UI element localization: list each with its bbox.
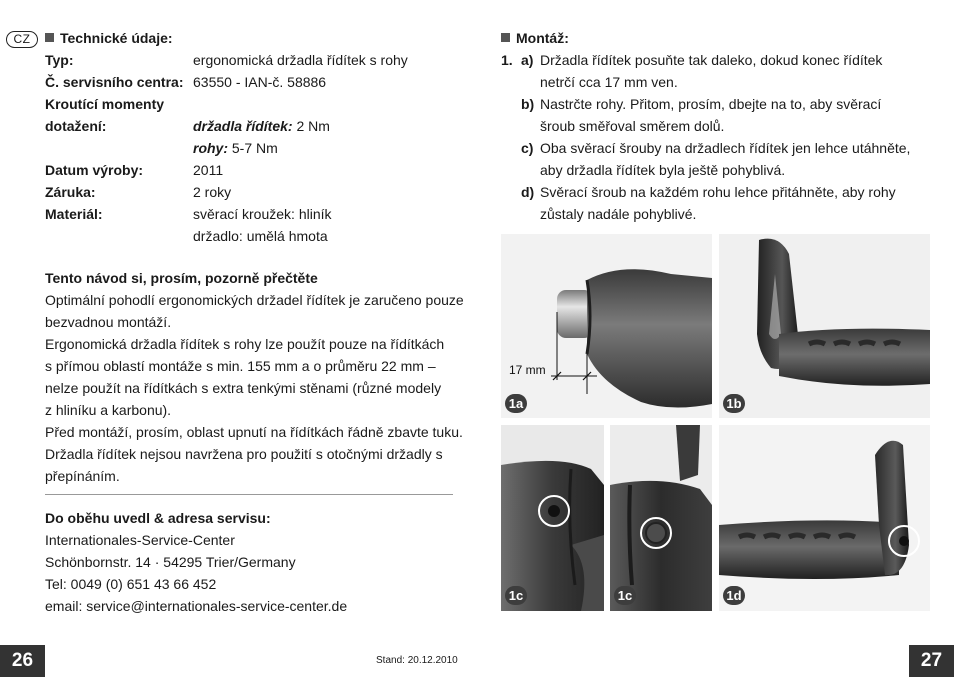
dimension-label: 17 mm	[509, 363, 546, 377]
spec-label: Datum výroby:	[45, 162, 144, 178]
step-letter: c)	[521, 140, 534, 156]
spec-label: dotažení:	[45, 118, 107, 134]
step-letter: a)	[521, 52, 534, 68]
square-bullet-icon	[45, 33, 54, 42]
spec-value: držadla řídítek: 2 Nm	[193, 118, 330, 134]
step-line: šroub směřoval směrem dolů.	[540, 118, 725, 134]
spec-value: ergonomická držadla řídítek s rohy	[193, 52, 408, 68]
read-line: Optimální pohodlí ergonomických držadel řídítek je zaručeno pouze	[45, 292, 464, 308]
spec-value: 2 roky	[193, 184, 232, 200]
spec-value: 63550 - IAN-č. 58886	[193, 74, 327, 90]
spec-label: Materiál:	[45, 206, 103, 222]
photo-label: 1d	[723, 586, 745, 605]
spec-label: Záruka:	[45, 184, 96, 200]
service-line: Schönbornstr. 14 · 54295 Trier/Germany	[45, 554, 296, 570]
spec-label: Typ:	[45, 52, 74, 68]
step-letter: b)	[521, 96, 535, 112]
step-line: Držadla řídítek posuňte tak daleko, dokud konec řídítek	[540, 52, 883, 68]
photo-label: 1b	[723, 394, 745, 413]
step-line: Svěrací šroub na každém rohu lehce přitáhněte, aby rohy	[540, 184, 896, 200]
service-line: email: service@internationales-service-center.de	[45, 598, 348, 614]
read-line: Před montáží, prosím, oblast upnutí na řídítkách řádně zbavte tuku.	[45, 424, 463, 440]
spec-value: rohy: 5-7 Nm	[193, 140, 278, 156]
step-line: Nastrčte rohy. Přitom, prosím, dbejte na to, aby svěrací	[540, 96, 882, 112]
divider	[45, 494, 453, 495]
page-number-right: 27	[909, 645, 954, 677]
read-line: přepínáním.	[45, 468, 120, 484]
step-line: netrčí cca 17 mm ven.	[540, 74, 678, 90]
step-line: aby držadla řídítek byla ještě pohyblivá.	[540, 162, 786, 178]
grip-end-illustration	[501, 234, 712, 418]
photo-label: 1c	[614, 586, 636, 605]
photo-1c-clamp-screw	[610, 425, 712, 611]
photo-1b-bar-end	[719, 234, 930, 418]
highlight-circle	[640, 517, 672, 549]
tech-heading: Technické údaje:	[45, 27, 173, 49]
spec-value: svěrací kroužek: hliník	[193, 206, 332, 222]
service-heading: Do oběhu uvedl & adresa servisu:	[45, 510, 271, 526]
step-line: zůstaly nadále pohyblivé.	[540, 206, 697, 222]
photo-1a-grip-position	[501, 234, 712, 418]
screw-icon	[548, 505, 560, 517]
step-line: Oba svěrací šrouby na držadlech řídítek jen lehce utáhněte,	[540, 140, 911, 156]
service-line: Internationales-Service-Center	[45, 532, 235, 548]
stand-date: Stand: 20.12.2010	[376, 655, 458, 666]
read-line: z hliníku a karbonu).	[45, 402, 172, 418]
spec-label: Kroutící momenty	[45, 96, 165, 112]
photo-1c-grip-screw	[501, 425, 604, 611]
photo-1d-horn-screw	[719, 425, 930, 611]
spec-value: 2011	[193, 162, 224, 178]
step-letter: d)	[521, 184, 535, 200]
horn-screw-illustration	[719, 425, 930, 611]
read-line: s přímou oblastí montáže s min. 155 mm a o průměru 22 mm –	[45, 358, 436, 374]
square-bullet-icon	[501, 33, 510, 42]
photo-label: 1c	[505, 586, 527, 605]
page-number-left: 26	[0, 645, 45, 677]
spec-label: Č. servisního centra:	[45, 74, 184, 90]
spec-value: držadlo: umělá hmota	[193, 228, 328, 244]
read-line: nelze použít na řídítkách s extra tenkými stěnami (různé modely	[45, 380, 442, 396]
read-line: bezvadnou montáží.	[45, 314, 172, 330]
read-heading: Tento návod si, prosím, pozorně přečtěte	[45, 270, 318, 286]
service-line: Tel: 0049 (0) 651 43 66 452	[45, 576, 217, 592]
screw-icon	[899, 536, 909, 546]
step-number: 1.	[501, 52, 513, 68]
language-badge: CZ	[6, 31, 38, 48]
read-line: Držadla řídítek nejsou navržena pro použití s otočnými držadly s	[45, 446, 443, 462]
read-line: Ergonomická držadla řídítek s rohy lze použít pouze na řídítkách	[45, 336, 445, 352]
mount-heading: Montáž:	[501, 27, 569, 49]
photo-label: 1a	[505, 394, 527, 413]
bar-end-illustration	[719, 234, 930, 418]
